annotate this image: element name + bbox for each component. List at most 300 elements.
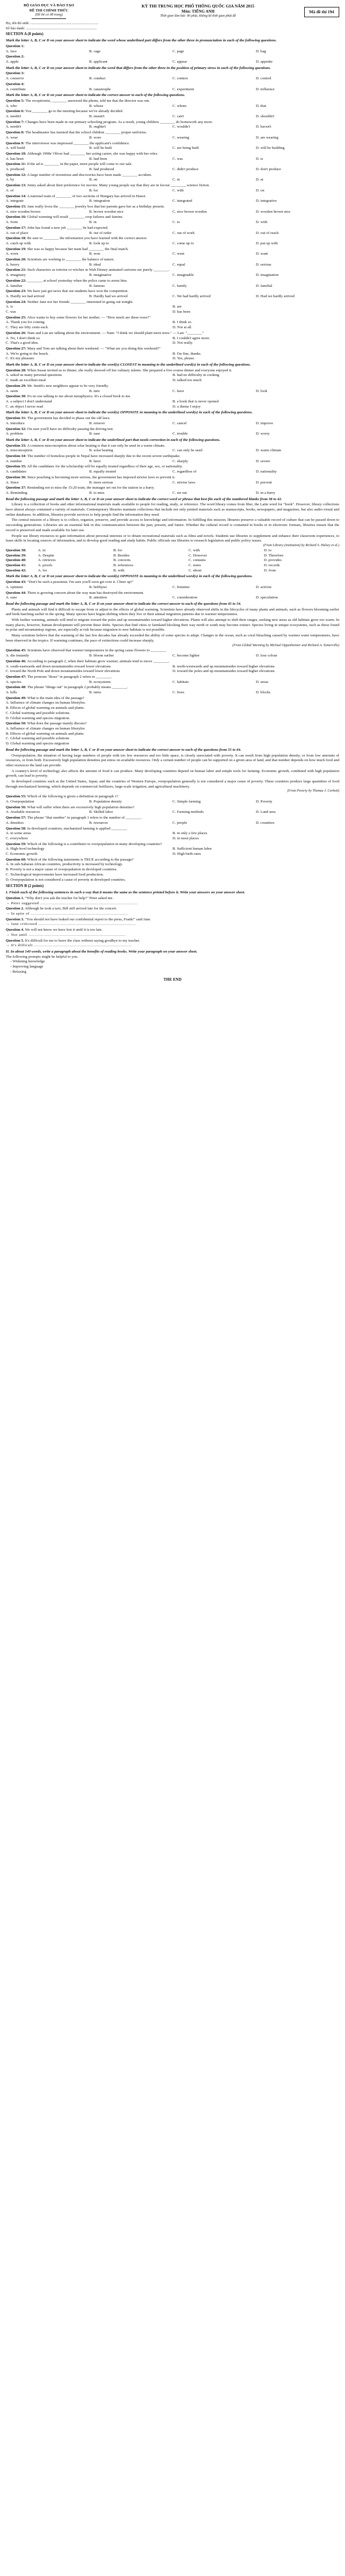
- question-stem: [6, 685, 339, 690]
- question-stem: [6, 247, 339, 252]
- question-stem: [6, 858, 339, 863]
- answer-option: D. out of reach: [256, 231, 279, 235]
- answer-option: A. from: [6, 220, 18, 225]
- block-instruction: Mark the letter A, B, C or D on your answer sheet to indicate the word(s) OPPOSITE in meaning to the underlined word(s) in each of the following questions.: [6, 574, 253, 579]
- answer-options: [6, 459, 339, 464]
- answer-option: B. with: [113, 568, 125, 573]
- question-stem: [6, 416, 339, 421]
- question-text: Reminding not to miss the 15:20 train, the manager set out for the station in a hurry.: [27, 486, 155, 490]
- question-text: I'm sure you'll have no difficulty passing the driving test.: [27, 427, 114, 431]
- answer-option: A. catch up with: [6, 241, 31, 245]
- question-item: [6, 71, 339, 81]
- exam-subject: Môn: TIẾNG ANH: [181, 9, 215, 14]
- answer-option: C. was: [172, 156, 183, 161]
- question-stem: [6, 696, 339, 701]
- question-stem: [6, 215, 339, 220]
- question-stem: [6, 71, 339, 76]
- answer-option: B. turns: [89, 690, 101, 695]
- question-stem: [6, 279, 339, 284]
- answer-option: B. Effects of global warming on animals and plants: [6, 731, 84, 736]
- question-text: Jenny asked about their preference for movies. Many young people say that they are in favour ________ science fiction.: [27, 183, 210, 188]
- question-stem: [6, 580, 339, 585]
- question-number: Question 18:: [6, 236, 26, 241]
- question-number: Question 42:: [6, 568, 26, 573]
- question-item: [6, 384, 339, 394]
- answer-options: [6, 389, 339, 394]
- question-number: Question 1.: [6, 896, 24, 900]
- rewrite-item: [6, 896, 339, 906]
- answer-option: D. improve: [256, 421, 274, 425]
- answer-option: B. out of order: [89, 231, 112, 235]
- question-text: The headmaster has insisted that the school children ________ proper uniforms.: [25, 130, 147, 135]
- question-text: The phrase "things out" in paragraph 2 probably means ________.: [27, 685, 128, 690]
- answer-option: A. is: [6, 305, 13, 309]
- question-stem: [6, 82, 339, 87]
- answer-options: [6, 831, 339, 841]
- question-number: Question 33:: [6, 443, 26, 448]
- answer-option: C. everywhere: [6, 836, 28, 840]
- answer-option: D. look: [256, 389, 267, 393]
- question-number: Question 8:: [6, 130, 25, 135]
- answer-options: [6, 76, 339, 82]
- question-number: Question 58:: [6, 826, 26, 831]
- answer-option: C. integrated: [172, 199, 193, 204]
- question-item: [6, 205, 339, 214]
- answer-option: A. has been: [6, 156, 24, 161]
- question-text: Which of the following is a contributor to overpopulation in many developing countries?: [27, 842, 162, 846]
- question-stem: [6, 316, 339, 321]
- rewrite-answer-line: → In spite of ...............................................................................: [6, 912, 129, 916]
- answer-option: A. of: [6, 188, 14, 193]
- question-stem: [6, 226, 339, 231]
- answer-option: B. catastrophe: [89, 87, 111, 91]
- answer-option: B. I couldn't agree more.: [172, 336, 210, 340]
- answer-option: D. control: [256, 76, 271, 81]
- question-stem: [6, 384, 339, 389]
- passage-paragraph: The central mission of a library is to collect, organize, preserve, and provide access to knowledge and information. In fulfilling this mission, libraries preserve a valuable record of culture that can be passed down to succeeding generations. Libraries are an essential link in this communication between the past, present, and future. Whether the cultural record is contained in books or in electronic formats, libraries ensure that the record is preserved and made available for later use.: [6, 518, 339, 532]
- answer-option: C. Farming methods: [172, 810, 204, 815]
- answer-option: A. asked us many personal questions: [6, 373, 62, 378]
- answer-option: C. wearing: [172, 135, 189, 140]
- question-item: [6, 454, 339, 464]
- answer-option: B. I think so.: [172, 320, 193, 325]
- answer-option: D. want: [256, 252, 268, 256]
- answer-options: [6, 470, 339, 475]
- the-end-marker: THE END: [163, 977, 182, 982]
- answer-options: [6, 60, 339, 65]
- question-number: Question 47:: [6, 674, 26, 679]
- answer-options: [6, 596, 339, 601]
- answer-options: [6, 114, 339, 120]
- reading-3-questions: [6, 794, 339, 882]
- question-number: Question 2.: [6, 907, 24, 911]
- answer-option: D. put up with: [256, 241, 278, 245]
- answer-option: C. frees: [172, 690, 185, 695]
- answer-option: D. in a hurry: [256, 490, 275, 495]
- answer-option: A. south-eastwards and down mountainsides toward lower elevations: [6, 664, 111, 669]
- question-number: Question 28:: [6, 368, 26, 373]
- answer-options: [6, 690, 339, 696]
- answer-option: C. went: [172, 252, 185, 256]
- answer-options: [6, 252, 339, 257]
- question-item: [6, 226, 339, 236]
- answer-option: A. out of place: [6, 231, 29, 235]
- question-text: Such characters as tortoise or witches in Walt Disney animated cartoons are purely ________.: [27, 268, 170, 272]
- question-item: [6, 486, 339, 496]
- answer-option: A. needn't: [6, 114, 21, 119]
- answer-options: [6, 665, 339, 674]
- reading-1-instruction: Read the following passage and mark the letter A, B, C or D on your answer sheet to indicate the correct word or phrase that best fits each of the numbered blanks from 38 to 42.: [6, 497, 282, 501]
- answer-option: B. turn: [89, 389, 100, 393]
- reading-2-instruction: Read the following passage and mark the letter A, B, C or D on your answer sheet to indicate the correct answer to each of the questions from 45 to 54.: [6, 601, 241, 606]
- answer-option: D. Had we hardly arrived: [256, 294, 295, 298]
- question-number: Question 34:: [6, 454, 26, 459]
- answer-option: A. a subject I don't understand: [6, 400, 52, 404]
- part-two-title: II. In about 140 words, write a paragraph about the benefits of reading books. Write your paragraph on your answer sheet.: [6, 950, 198, 954]
- question-number: Question 27:: [6, 346, 26, 351]
- answer-option: D. at: [256, 178, 263, 182]
- answer-option: A. will build: [6, 146, 25, 151]
- answer-option: A. nice wooden brown: [6, 209, 41, 214]
- question-text: ________ at school yesterday when the police came to arrest him.: [27, 278, 128, 283]
- answer-option: B. Besides: [113, 553, 130, 558]
- answer-options: [6, 491, 339, 496]
- answer-option: D. familial: [256, 283, 273, 288]
- question-number: Question 38:: [6, 548, 26, 552]
- answer-options: [6, 305, 339, 314]
- question-number: Question 32:: [6, 427, 26, 431]
- question-stem: [6, 444, 339, 449]
- answer-option: D. in most places: [172, 836, 199, 840]
- answer-option: A. In sub-Saharan African countries, productivity is increased by technology.: [6, 862, 123, 867]
- ministry-block: [6, 3, 92, 19]
- question-number: Question 22:: [6, 278, 26, 283]
- answer-options: [6, 821, 339, 826]
- answer-options: [6, 320, 339, 330]
- question-number: Question 25:: [6, 315, 26, 320]
- answer-option: C. feminist: [172, 585, 190, 589]
- answer-option: B. to miss: [89, 490, 105, 495]
- question-item: [6, 675, 339, 685]
- answer-option: B. references: [113, 563, 133, 567]
- question-number: Question 17:: [6, 225, 26, 230]
- answer-options: [6, 862, 339, 882]
- answer-option: B. brown wooden nice: [89, 209, 124, 214]
- answer-option: A. We're going to the beach.: [6, 351, 49, 356]
- block-instruction: Mark the letter A, B, C or D on your answer sheet to indicate the word whose underlined part differs from the other three in pronunciation in each of the following questions.: [6, 39, 277, 43]
- answer-option: B. Effects of global warming on animals and plants.: [6, 706, 85, 711]
- question-item: [6, 130, 339, 140]
- answer-option: A. kills: [6, 690, 17, 695]
- question-number: Question 55:: [6, 794, 26, 799]
- answer-option: D. Therefore: [264, 553, 283, 558]
- question-number: Question 10:: [6, 151, 26, 156]
- answer-option: C. Simple farming: [172, 800, 201, 804]
- question-blocks: [6, 39, 339, 496]
- answer-option: A. Available resources: [6, 810, 40, 815]
- answer-option: C. That's a good idea.: [6, 341, 39, 345]
- question-number: Question 43:: [6, 580, 26, 585]
- answer-option: B. more serious: [89, 480, 113, 485]
- answer-option: B. for: [113, 548, 122, 552]
- answer-option: C. set out: [172, 490, 187, 495]
- answer-option: D. is: [256, 156, 263, 161]
- rewrite-item: [6, 907, 339, 916]
- answer-option: B. for: [89, 188, 98, 193]
- answer-option: D. Land area: [256, 810, 276, 815]
- block-instruction: Mark the letter A, B, C or D on your answer sheet to indicate the word(s) OPPOSITE in meaning to the underlined word(s) in each of the following questions.: [6, 410, 253, 415]
- question-item: [6, 696, 339, 721]
- candidate-number-field: Số báo danh: .............................................................................: [6, 26, 97, 30]
- answer-option: B. on: [89, 178, 98, 182]
- rewrite-prompt: [6, 917, 339, 923]
- answer-option: C. trouble: [172, 432, 188, 436]
- question-item: [6, 316, 339, 331]
- answer-option: C. toward the North Pole and down mountainsides toward lower elevations: [6, 669, 120, 674]
- question-text: Nam and Lan are talking about the environment. — Nam: "I think we should plant more trees." — Lan: "________": [27, 331, 204, 335]
- answer-option: D. will be building: [256, 146, 285, 151]
- answer-option: C. contains: [189, 558, 206, 563]
- answer-option: C. people: [172, 820, 187, 825]
- question-number: Question 26:: [6, 331, 26, 335]
- answer-option: D. warm climate: [256, 448, 282, 453]
- cloze-row: [6, 563, 339, 569]
- question-item: [6, 427, 339, 437]
- question-number: Question 1:: [6, 44, 25, 48]
- answer-option: C. come up to: [172, 241, 194, 245]
- reading-passage-2: [6, 602, 339, 747]
- answer-option: D. talked too much: [172, 378, 202, 383]
- answer-option: D. a theme I enjoy: [172, 404, 201, 409]
- answer-option: C. nice brown wooden: [172, 209, 207, 214]
- question-item: [6, 347, 339, 362]
- question-text: If the ad is ________ in the paper, more people will come to our sale.: [27, 162, 133, 167]
- answer-option: A. conserve: [6, 76, 24, 81]
- question-number: Question 46:: [6, 659, 26, 663]
- answer-option: D. countries: [256, 820, 275, 825]
- question-text: Which of the following is given a definition in paragraph 1?: [27, 794, 118, 799]
- question-number: Question 12:: [6, 172, 26, 177]
- question-text: You ________ go to the meeting because we've already decided.: [25, 109, 124, 114]
- answer-option: C. with: [189, 548, 200, 552]
- ministry-name: BỘ GIÁO DỤC VÀ ĐÀO TẠO: [24, 3, 74, 7]
- answer-option: D. toward the poles and up mountainsides toward higher elevations: [172, 669, 275, 674]
- answer-option: C. Technological improvements have increased food production.: [6, 872, 104, 877]
- answer-option: A. Reminding: [6, 490, 28, 495]
- question-stem: [6, 44, 339, 49]
- answer-option: B. oughtn't: [89, 125, 106, 129]
- answer-option: B. look up to: [89, 241, 109, 245]
- passage-paragraph: People use library resources to gain information about personal interests or to obtain recreational materials such as films and novels. Students use libraries to supplement and enhance their classroom experiences, to learn skills in locating sources of information, and to develop good reading and study habits. Public officials use libraries to research legislation and public policy issues.: [6, 533, 339, 543]
- question-item: [6, 55, 339, 64]
- answer-option: C. with: [172, 188, 184, 193]
- rewrite-item: [6, 917, 339, 927]
- question-text: The pronoun "those" in paragraph 2 refers to ________.: [27, 674, 112, 679]
- answer-option: D. Yes, please.: [172, 356, 195, 361]
- question-item: [6, 721, 339, 747]
- question-stem: [6, 331, 339, 336]
- official-label: ĐỀ THI CHÍNH THỨC: [29, 8, 68, 13]
- answer-option: C. wouldn't: [172, 125, 190, 129]
- answer-option: A. optimist: [6, 585, 23, 589]
- question-stem: [6, 842, 339, 847]
- answer-options: [6, 481, 339, 486]
- answer-option: A. candidates: [6, 470, 26, 474]
- answer-option: B. imaginative: [89, 273, 112, 278]
- answer-options: [6, 273, 339, 278]
- section-a-title: SECTION A (8 points): [6, 32, 44, 37]
- answer-options: [6, 167, 339, 172]
- question-text: Mary and Tom are talking about their weekend. — "What are you doing this weekend?": [27, 346, 161, 351]
- question-text: When Susan invited us to dinner, she really showed off her culinary talents. She prepared a five-course dinner and everyone enjoyed it.: [27, 368, 232, 373]
- answer-option: B. famous: [89, 283, 105, 288]
- question-stem: [6, 55, 339, 60]
- question-text: Alice wants to buy some flowers for her mother. — "How much are these roses?": [27, 315, 151, 320]
- answer-options: [6, 585, 339, 590]
- answer-option: C. an object I never read: [6, 404, 43, 409]
- answer-option: B. equally treated: [89, 470, 116, 474]
- answer-option: D. nationality: [256, 470, 277, 474]
- answer-option: D. on: [256, 188, 264, 193]
- answer-option: A. integrate: [6, 199, 24, 204]
- question-text: A common misconception about solar heating is that it can only be used in a warm climate.: [27, 443, 166, 448]
- answer-options: [6, 400, 339, 409]
- answer-option: C. regardless of: [172, 470, 197, 474]
- answer-option: D. prevent: [256, 480, 272, 485]
- question-item: [6, 82, 339, 92]
- question-number: Question 60:: [6, 857, 26, 862]
- answer-option: D. activist: [256, 585, 272, 589]
- answer-option: D. haven't: [256, 125, 271, 129]
- answer-option: C. experiment: [172, 87, 194, 91]
- question-stem: [6, 475, 339, 481]
- answer-option: A. contribute: [6, 87, 26, 91]
- question-stem: [6, 289, 339, 294]
- answer-option: A. Influence of climate changes on human lifestyles: [6, 727, 85, 731]
- answer-option: A. face: [6, 49, 17, 53]
- answer-option: A. introduce: [6, 421, 25, 425]
- question-item: [6, 816, 339, 826]
- question-stem: [6, 162, 339, 167]
- question-text: The interviewer was impressed ________ the applicant's confidence.: [25, 141, 130, 145]
- answer-option: A. in: [38, 548, 46, 552]
- question-number: Question 5.: [6, 938, 24, 943]
- rewrite-answer-line: → Jane criticized ...............................................................................: [6, 922, 136, 927]
- cloze-row: [6, 569, 339, 574]
- question-stem: [6, 454, 339, 459]
- question-stem: [6, 141, 339, 147]
- answer-option: A. number: [6, 459, 22, 463]
- answer-option: C. appear: [172, 60, 187, 64]
- question-number: Question 49:: [6, 696, 26, 700]
- passage-paragraph: Overpopulation, the situation of having large numbers of people with too few resources and too little space, is closely associated with poverty. It can result from high population density, or from low amounts of resources, or from both. Excessively high population densities put stress on available resources. Only a certain number of people can be supported on a given area of land, and that number depends on how much food and other resources the land can provide.: [6, 753, 339, 767]
- answer-option: C. cancel: [172, 421, 187, 425]
- answer-option: B. are: [172, 305, 182, 309]
- question-text: Scientists are working to ________ the balance of nature.: [27, 258, 115, 262]
- question-stem: [6, 268, 339, 273]
- answer-option: B. north-westwards and up mountainsides toward higher elevations: [172, 664, 275, 669]
- answer-option: B. Hardly had we arrived: [89, 294, 128, 298]
- question-item: [6, 368, 339, 383]
- question-text: What is the main idea of the passage?: [27, 696, 85, 700]
- answer-option: D. severe: [256, 459, 270, 463]
- question-item: [6, 805, 339, 815]
- block-instruction: Mark the letter A, B, C or D on your answer sheet to indicate the underlined part that needs correction in each of the following questions.: [6, 437, 221, 442]
- question-number: Question 23:: [6, 289, 26, 294]
- answer-option: C. are being built: [172, 146, 199, 151]
- reading-2-paragraphs: [6, 608, 339, 644]
- question-number: Question 37:: [6, 486, 26, 490]
- question-stem: [6, 827, 339, 832]
- candidate-name-field: Họ, tên thí sinh: ..........................................................................: [6, 21, 99, 26]
- answer-option: B. I'm fine, thanks.: [172, 351, 202, 356]
- question-item: [6, 475, 339, 485]
- reading-1-paragraphs: [6, 502, 339, 544]
- answer-option: C. about: [189, 568, 202, 573]
- passage-paragraph: Library is a collection of books and other informational materials made available to people for reading, study, or reference. The word library comes from liber, the Latin word for "book". However, library collections have almost always contained a variety of materials. Contemporary libraries maintain collections that include not only printed materials such as manuscripts, books, newspapers, and magazines, but also audio-visual and online databases. In addition, libraries provide services to help people find the information they need.: [6, 502, 339, 517]
- question-number: Question 24:: [6, 300, 26, 304]
- answer-options: [6, 352, 339, 362]
- answer-option: D. records: [264, 563, 280, 567]
- reading-3-instruction: Read the following passage and mark the letter A, B, C or D on your answer sheet to indicate the correct answer to each of the questions from 55 to 64.: [6, 747, 241, 752]
- answer-option: D. influence: [256, 87, 275, 91]
- rewrite-prompt: [6, 896, 339, 901]
- question-text: The number of homeless people in Nepal have increased sharply due to the recent severe earthquake.: [27, 454, 181, 459]
- question-text: "Don't be such a pessimist. I'm sure you'll soon get over it. Cheer up!": [27, 580, 134, 585]
- question-item: [6, 99, 339, 109]
- answer-option: B. Sufficient human labor: [172, 847, 212, 851]
- question-text: Although 1998s' Oliver had ________ her acting career, she was happy with her roles.: [27, 151, 158, 156]
- reading-passage-3: [6, 748, 339, 882]
- answer-option: A. apple: [6, 60, 19, 64]
- answer-options: [6, 654, 339, 659]
- rewrite-original: "You should not have leaked our confidential report to the press, Frank!" said Jane.: [25, 917, 151, 922]
- answer-options: [6, 87, 339, 93]
- answer-option: C. Global warming and possible solutions.: [6, 711, 71, 715]
- answer-option: C. They are fifty cents each.: [6, 325, 49, 330]
- answer-options: [6, 421, 339, 427]
- answer-option: C. contest: [172, 76, 188, 81]
- answer-option: B. applicant: [89, 60, 108, 64]
- answer-option: B. solar heating: [89, 448, 113, 453]
- question-item: [6, 215, 339, 225]
- rewrite-items: [6, 896, 339, 949]
- rewrite-item: [6, 928, 339, 938]
- answer-option: C. have: [172, 389, 185, 393]
- answer-options: [6, 263, 339, 268]
- answer-option: D. Not at all.: [172, 325, 193, 330]
- answer-options: [6, 210, 339, 215]
- answer-option: D. imagination: [256, 273, 279, 278]
- question-stem: [6, 109, 339, 114]
- question-text: Changes have been made in our primary schooling program. As a result, young children ________ do homework any more.: [25, 120, 213, 124]
- question-number: Question 40:: [6, 558, 26, 563]
- question-number: Question 56:: [6, 805, 26, 809]
- question-stem: [6, 194, 339, 199]
- question-text: In developed countries, mechanized farming is applied ________.: [27, 826, 128, 831]
- question-number: Question 14:: [6, 194, 26, 198]
- answer-option: A. seem: [6, 389, 18, 393]
- answer-option: B. attention: [89, 596, 107, 600]
- question-text: Mr. Smith's new neighbors appear to be very friendly.: [27, 383, 109, 388]
- question-text: There is growing concern about the way man has destroyed the environment.: [27, 590, 144, 595]
- question-stem: [6, 805, 339, 811]
- question-item: [6, 591, 339, 601]
- answer-option: D. speculation: [256, 596, 278, 600]
- answer-option: A. retrieves: [38, 558, 56, 563]
- reading-2-source: (From Global Warming by Michael Oppenheimer and Richard A. Somerville): [232, 643, 339, 647]
- answer-option: A. familiar: [6, 283, 22, 288]
